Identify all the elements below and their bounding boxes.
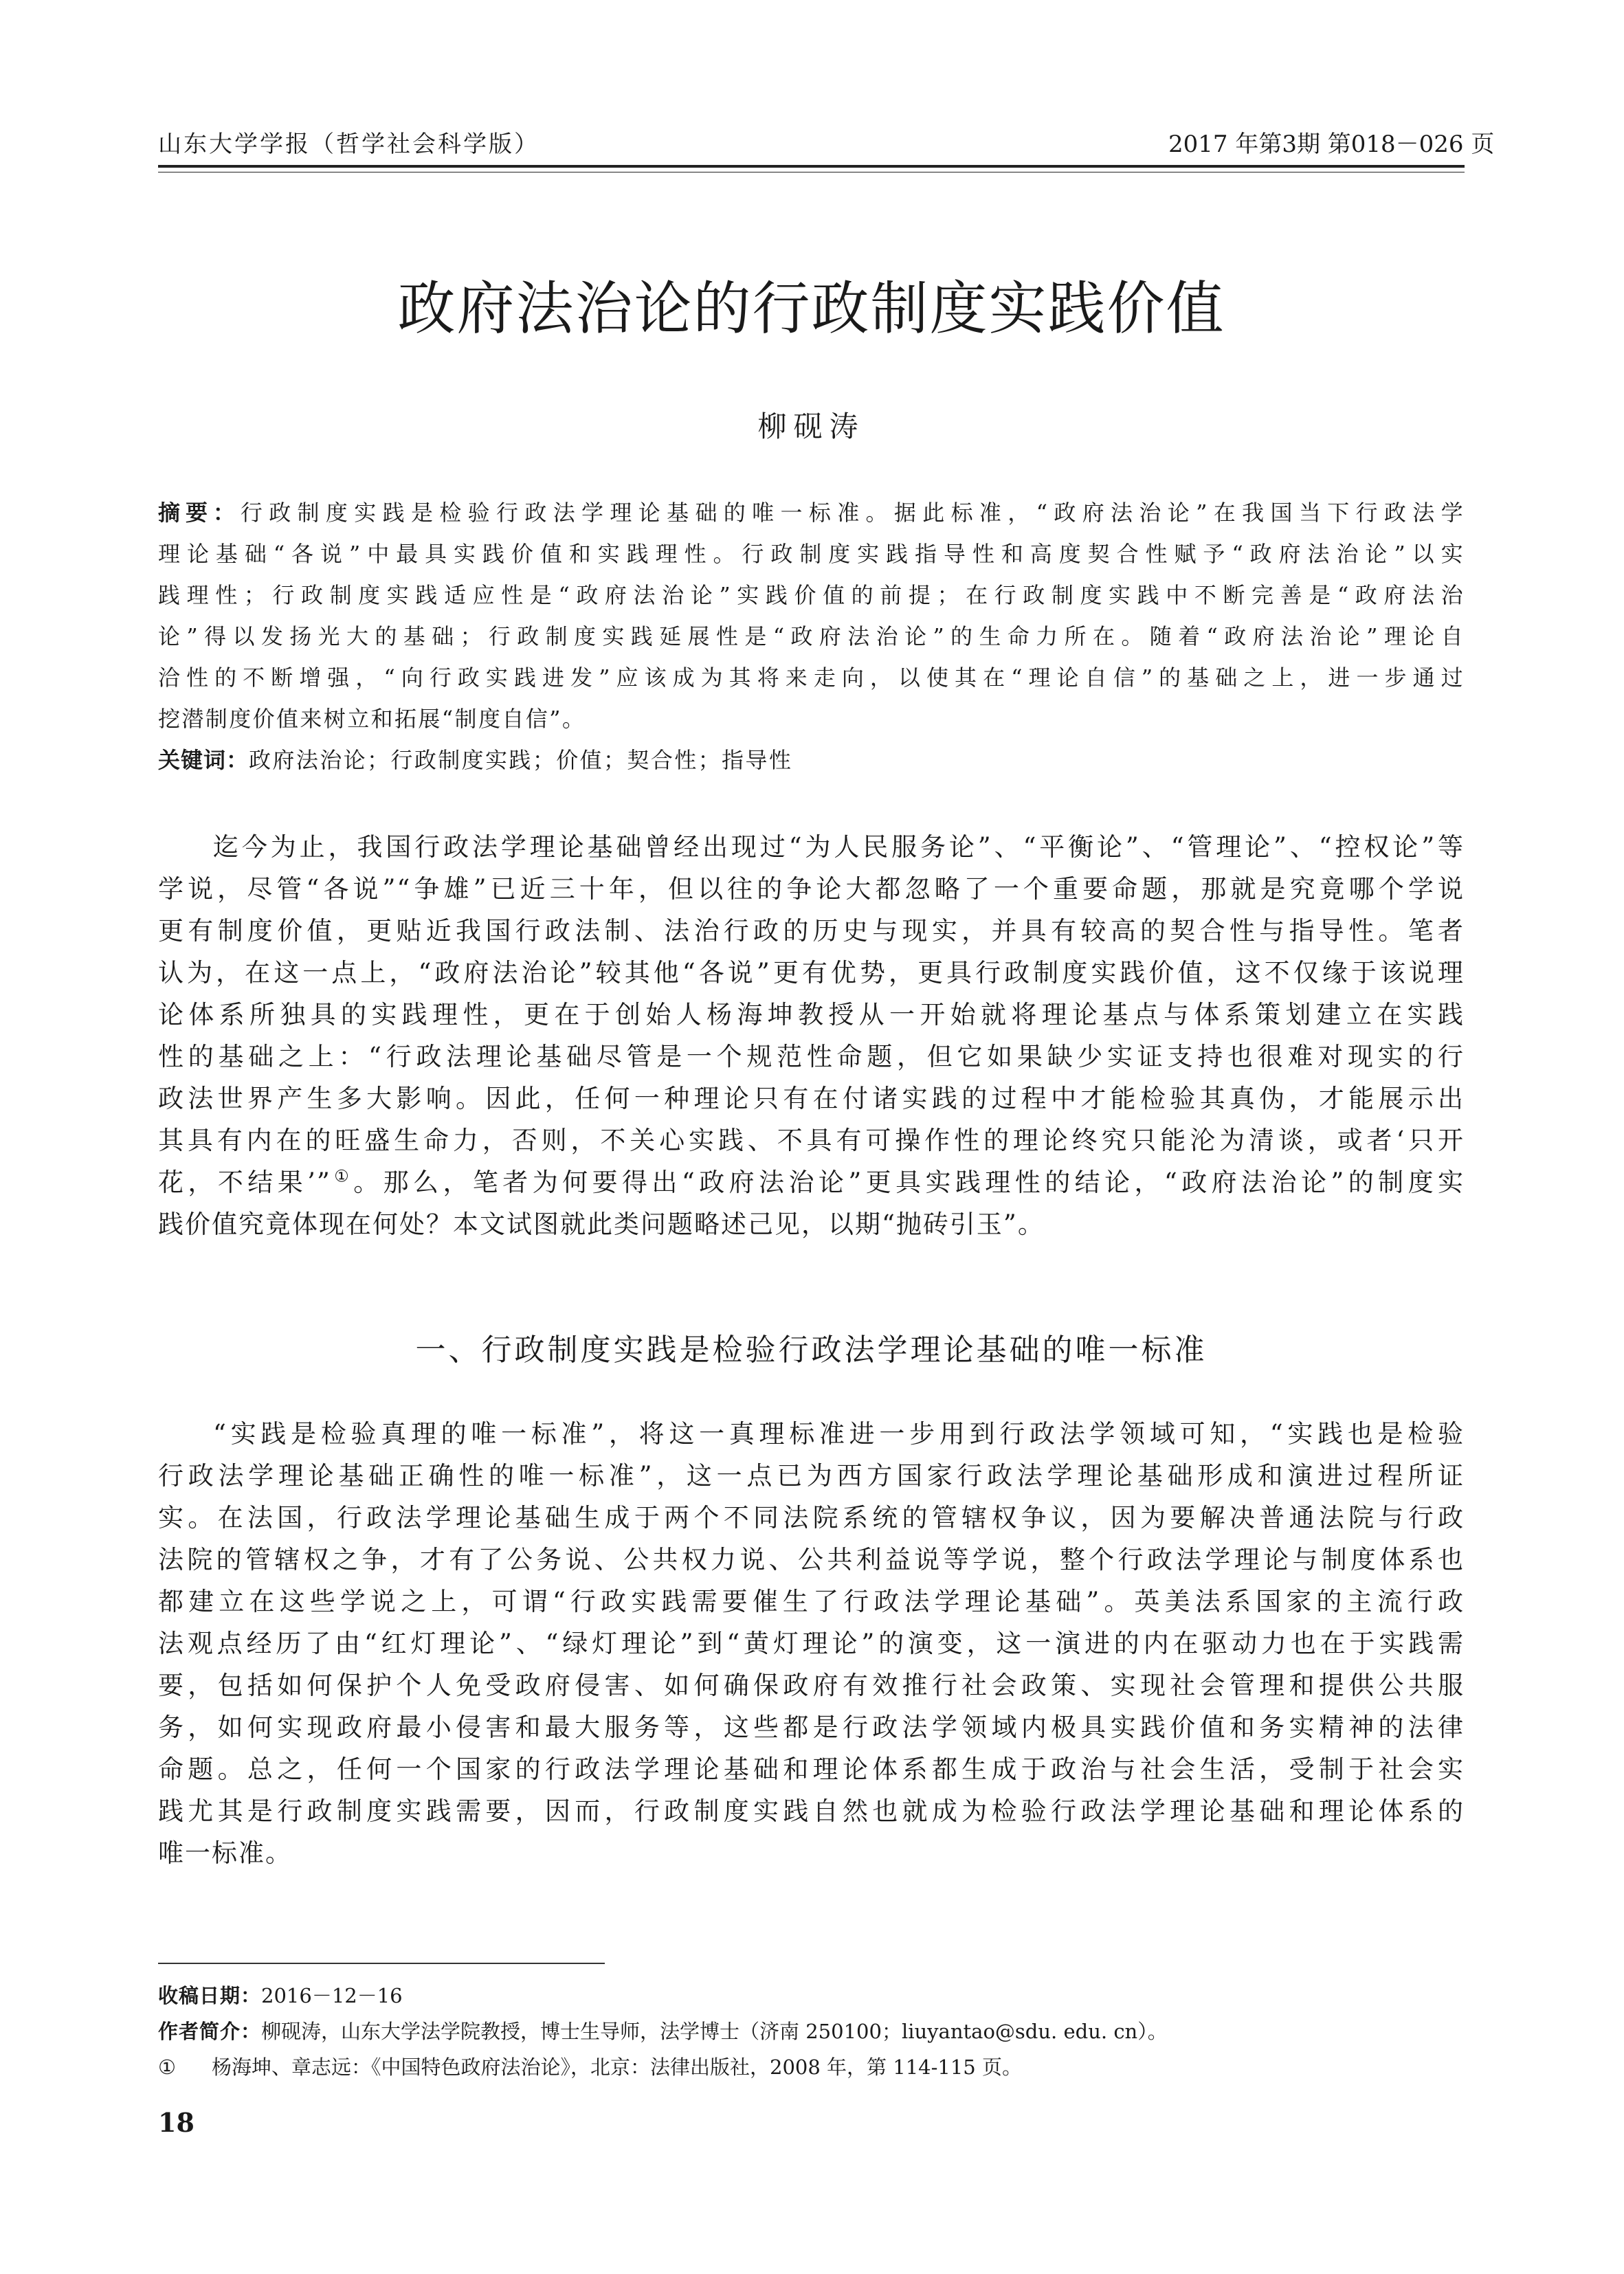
section-heading: 一、行政制度实践是检验行政法学理论基础的唯一标准: [415, 1333, 1208, 1368]
intro-line: 践价值究竟体现在何处？本文试图就此类问题略述己见，以期“抛砖引玉”。: [158, 1210, 1045, 1239]
section-line: “实践是检验真理的唯一标准”，将这一真理标准进一步用到行政法学领域可知，“实践也是检验: [213, 1419, 1465, 1449]
author-bio-label: 作者简介：: [158, 2021, 262, 2043]
section-line: 命题。总之，任何一个国家的行政法学理论基础和理论体系都生成于政治与社会生活，受制于社会实: [158, 1754, 1465, 1784]
section-line: 法院的管辖权之争，才有了公务说、公共权力说、公共利益说等学说，整个行政法学理论与制度体系也: [158, 1545, 1465, 1574]
footnote-1-text: 杨海坤、章志远：《中国特色政府法治论》，北京：法律出版社，2008 年，第 114-115 页。: [212, 2055, 1022, 2079]
abstract-line: 挖潜制度价值来树立和拓展“制度自信”。: [158, 706, 586, 732]
article-author: 柳砚涛: [757, 410, 865, 443]
journal-name: 山东大学学报（哲学社会科学版）: [158, 131, 540, 158]
abstract-line: 理论基础“各说”中最具实践价值和实践理性。行政制度实践指导性和高度契合性赋予“政府法治论”以实: [158, 541, 1465, 567]
intro-line: [158, 1167, 1465, 1199]
intro-line: 认为，在这一点上，“政府法治论”较其他“各说”更有优势，更具行政制度实践价值，这不仅缘于该说理: [158, 958, 1465, 988]
footnote-divider: [158, 1963, 605, 1964]
received-date: [158, 1983, 1465, 2009]
abstract-line: [158, 499, 1465, 526]
section-line: 法观点经历了由“红灯理论”、“绿灯理论”到“黄灯理论”的演变，这一演进的内在驱动力也在于实践需: [158, 1629, 1465, 1658]
received-label: 收稿日期：: [158, 1985, 262, 2007]
keywords-line: [158, 746, 1465, 774]
keywords-label: 关键词：: [158, 748, 249, 772]
intro-line: 更有制度价值，更贴近我国行政法制、法治行政的历史与现实，并具有较高的契合性与指导性。笔者: [158, 916, 1465, 946]
header-rule-thick: [158, 165, 1465, 168]
section-line: 行政法学理论基础正确性的唯一标准”，这一点已为西方国家行政法学理论基础形成和演进过程所证: [158, 1461, 1465, 1491]
keywords-text: 政府法治论；行政制度实践；价值；契合性；指导性: [249, 747, 793, 773]
abstract-text: 行政制度实践是检验行政法学理论基础的唯一标准。据此标准，“政府法治论”在我国当下行政法学: [240, 500, 1465, 526]
article-title: 政府法治论的行政制度实践价值: [397, 275, 1225, 342]
intro-line: 政法世界产生多大影响。因此，任何一种理论只有在付诸实践的过程中才能检验其真伪，才能展示出: [158, 1084, 1465, 1113]
footnote-marker: ①: [158, 2055, 176, 2079]
issue-info: 2017 年第3期 第018－026 页: [1168, 131, 1495, 158]
abstract-label: 摘要：: [158, 500, 241, 525]
page-number: 18: [158, 2107, 194, 2138]
intro-line: 论体系所独具的实践理性，更在于创始人杨海坤教授从一开始就将理论基点与体系策划建立在实践: [158, 1000, 1465, 1029]
section-line: 实。在法国，行政法学理论基础生成于两个不同法院系统的管辖权争议，因为要解决普通法院与行政: [158, 1503, 1465, 1532]
intro-text: 花，不结果’”: [158, 1168, 331, 1197]
intro-line: 迄今为止，我国行政法学理论基础曾经出现过“为人民服务论”、“平衡论”、“管理论”、“控权论”等: [213, 832, 1465, 862]
footnote-1: [158, 2055, 1465, 2080]
abstract-line: 论”得以发扬光大的基础；行政制度实践延展性是“政府法治论”的生命力所在。随着“政府法治论”理论自: [158, 623, 1465, 649]
author-bio: [158, 2019, 1465, 2044]
section-line: 要，包括如何保护个人免受政府侵害、如何确保政府有效推行社会政策、实现社会管理和提供公共服: [158, 1671, 1465, 1700]
section-line: 务，如何实现政府最小侵害和最大服务等，这些都是行政法学领域内极具实践价值和务实精神的法律: [158, 1713, 1465, 1742]
author-bio-text: 柳砚涛，山东大学法学院教授，博士生导师，法学博士（济南 250100；liuyantao@sdu. edu. cn）。: [261, 2020, 1168, 2043]
section-line: 践尤其是行政制度实践需要，因而，行政制度实践自然也就成为检验行政法学理论基础和理论体系的: [158, 1796, 1465, 1826]
intro-line: 性的基础之上：“行政法理论基础尽管是一个规范性命题，但它如果缺少实证支持也很难对现实的行: [158, 1042, 1465, 1071]
received-value: 2016－12－16: [261, 1984, 403, 2007]
abstract-line: 践理性；行政制度实践适应性是“政府法治论”实践价值的前提；在行政制度实践中不断完善是“政府法治: [158, 582, 1465, 608]
intro-text: 。那么，笔者为何要得出“政府法治论”更具实践理性的结论，“政府法治论”的制度实: [353, 1168, 1465, 1197]
abstract-line: 洽性的不断增强，“向行政实践进发”应该成为其将来走向，以使其在“理论自信”的基础之上，进一步通过: [158, 665, 1465, 691]
intro-line: 其具有内在的旺盛生命力，否则，不关心实践、不具有可操作性的理论终究只能沦为清谈，或者‘只开: [158, 1126, 1465, 1155]
footnote-reference[interactable]: ①: [331, 1166, 354, 1186]
intro-line: 学说，尽管“各说”“争雄”已近三十年，但以往的争论大都忽略了一个重要命题，那就是究竟哪个学说: [158, 874, 1465, 904]
section-line: 唯一标准。: [158, 1838, 292, 1868]
section-line: 都建立在这些学说之上，可谓“行政实践需要催生了行政法学理论基础”。英美法系国家的主流行政: [158, 1587, 1465, 1616]
